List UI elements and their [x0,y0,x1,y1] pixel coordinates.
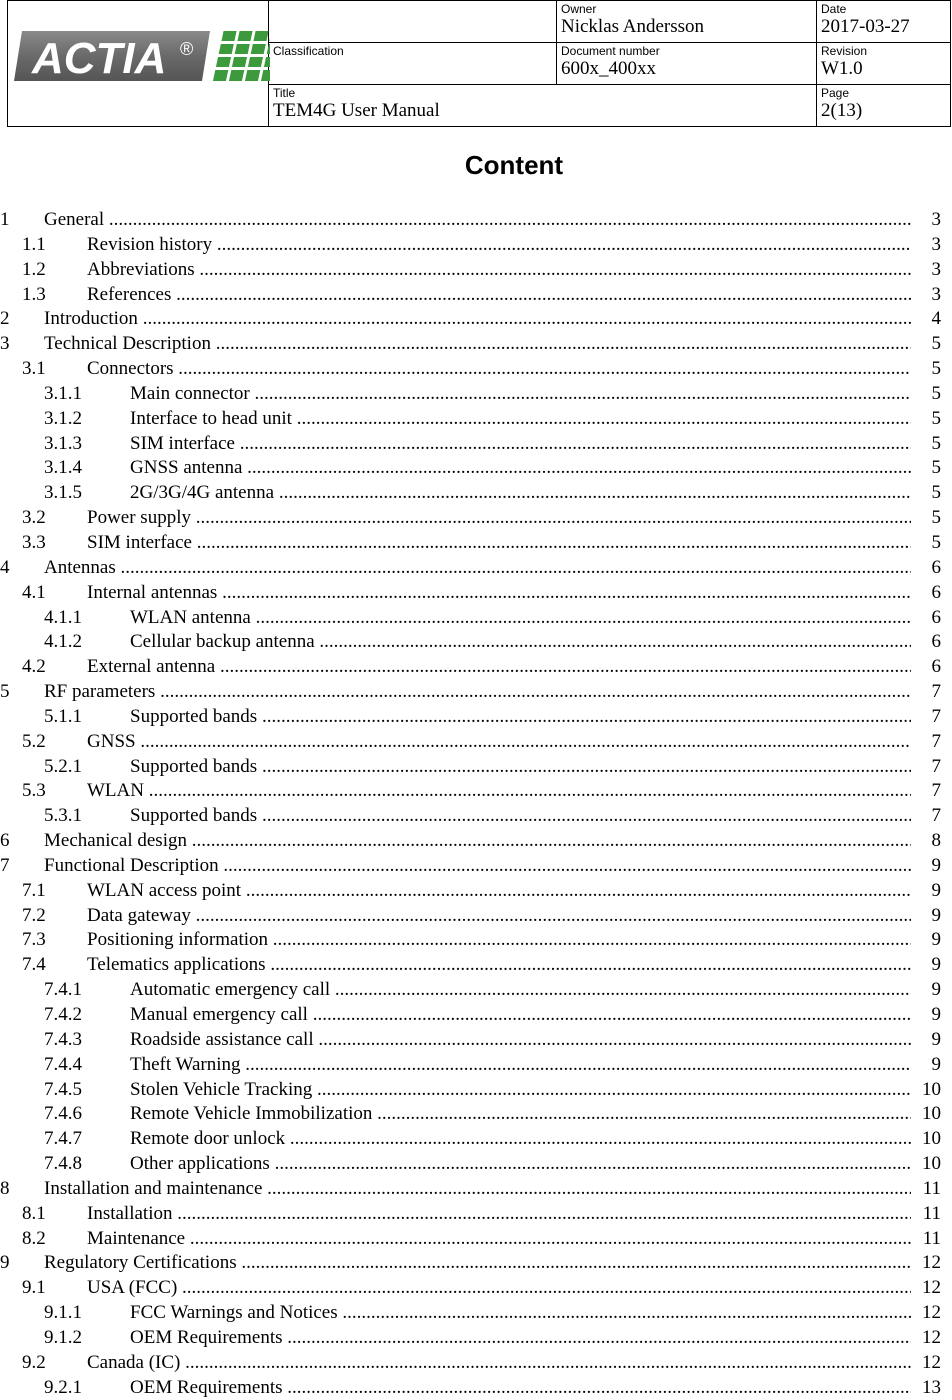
toc-entry-number: 1.2 [22,258,46,280]
toc-entry-number: 8 [0,1177,10,1199]
title-value: TEM4G User Manual [273,100,440,121]
toc-entry-title[interactable]: Roadside assistance call ..... [130,1027,911,1052]
toc-entry[interactable] [0,952,945,977]
toc-entry-page: 5 [911,381,941,406]
toc-entry-page: 6 [911,605,941,630]
toc-entry-number: 5.1.1 [44,705,82,727]
toc-entry[interactable] [0,455,945,480]
toc-entry-number: 7.4.2 [44,1004,82,1025]
toc-entry-number: 1.3 [22,283,46,305]
toc-entry-number: 3.1.5 [44,482,82,504]
toc-entry-number: 9 [0,1252,10,1274]
revision-value: W1.0 [821,58,863,79]
toc-entry-page: 4 [911,306,941,331]
toc-entry-page: 11 [911,1176,941,1201]
toc-entry-title[interactable]: Automatic emergency call ..... [130,977,911,1002]
toc-entry[interactable] [0,778,945,803]
toc-entry-title[interactable]: Revision history ..... [87,232,911,257]
toc-entry-title[interactable]: FCC Warnings and Notices ..... [130,1300,911,1325]
toc-entry[interactable] [0,1052,945,1077]
toc-entry-title[interactable]: Abbreviations ..... [87,257,911,282]
toc-entry-title[interactable]: External antenna ..... [87,654,911,679]
toc-entry-title[interactable]: RF parameters ..... [44,679,911,704]
toc-entry[interactable] [0,1201,945,1226]
toc-entry-page: 3 [911,207,941,232]
toc-entry-title[interactable]: References ..... [87,282,911,307]
logo-cell [8,1,269,127]
toc-entry-title[interactable]: Main connector ..... [130,381,911,406]
toc-entry[interactable] [0,1101,945,1126]
toc-entry[interactable] [0,431,945,456]
classification-cell [269,43,557,85]
toc-entry-page: 5 [911,406,941,431]
toc-entry-number: 9.2.1 [44,1376,82,1398]
toc-entry-title[interactable]: Remote door unlock ..... [130,1126,911,1151]
toc-entry-number: 9.1.1 [44,1302,82,1324]
toc-entry-page: 6 [911,555,941,580]
toc-entry-page: 10 [911,1101,941,1126]
toc-entry[interactable] [0,1250,945,1275]
revision-label: Revision [821,44,868,58]
toc-entry[interactable] [0,1126,945,1151]
date-label: Date [821,2,847,16]
toc-entry-title[interactable]: Internal antennas ..... [87,580,911,605]
toc-entry-number: 7.3 [22,929,46,951]
toc-entry-page: 12 [911,1250,941,1275]
document-header [7,0,951,127]
toc-entry-page: 7 [911,729,941,754]
toc-entry-number: 9.2 [22,1351,46,1373]
toc-entry-page: 12 [911,1325,941,1350]
toc-entry-page: 8 [911,828,941,853]
date-value: 2017-03-27 [821,16,910,37]
toc-entry-number: 8.2 [22,1227,46,1249]
toc-entry[interactable] [0,207,945,232]
toc-entry-page: 10 [911,1077,941,1102]
toc-entry-page: 7 [911,704,941,729]
toc-entry-page: 9 [911,952,941,977]
toc-entry-title[interactable]: Manual emergency call ..... [130,1002,911,1027]
toc-entry[interactable] [0,480,945,505]
toc-entry[interactable] [0,331,945,356]
toc-entry[interactable] [0,704,945,729]
toc-entry-number: 5.2.1 [44,755,82,777]
toc-entry-page: 5 [911,455,941,480]
toc-entry-number: 3.1.3 [44,432,82,454]
toc-entry-number: 4 [0,556,10,578]
toc-entry-number: 6 [0,830,10,852]
toc-entry[interactable] [0,282,945,307]
toc-entry-title[interactable]: Supported bands ..... [130,704,911,729]
toc-entry-number: 5.3.1 [44,805,82,827]
toc-entry-number: 3.2 [22,507,46,529]
toc-entry-number: 5.3 [22,780,46,802]
toc-entry-page: 12 [911,1275,941,1300]
toc-entry[interactable] [0,1151,945,1176]
content-heading: Content [464,150,564,180]
toc-entry-number: 1 [0,209,10,230]
toc-entry-number: 3.1.2 [44,407,82,429]
blank-cell [269,1,557,43]
toc-entry-number: 7.1 [22,879,46,901]
toc-entry-page: 11 [911,1226,941,1251]
svg-text:ACTIA: ACTIA [32,34,167,83]
toc-entry[interactable] [0,356,945,381]
toc-entry[interactable] [0,1300,945,1325]
toc-entry-number: 4.1.2 [44,631,82,653]
toc-entry[interactable] [0,1002,945,1027]
page-cell [817,85,951,127]
title-cell [269,85,817,127]
toc-entry[interactable] [0,306,945,331]
toc-entry-number: 3.1.4 [44,457,82,479]
toc-entry[interactable] [0,803,945,828]
toc-entry-title[interactable]: Regulatory Certifications ..... [44,1250,911,1275]
toc-entry-number: 7.4.1 [44,979,82,1001]
toc-entry[interactable] [0,729,945,754]
toc-entry-page: 6 [911,580,941,605]
toc-entry-page: 3 [911,282,941,307]
toc-entry-title[interactable]: Other applications ..... [130,1151,911,1176]
toc-entry[interactable] [0,903,945,928]
toc-entry-title[interactable]: Data gateway ..... [87,903,911,928]
page-label: Page [821,86,850,100]
toc-entry-number: 5 [0,681,10,703]
toc-entry-page: 9 [911,903,941,928]
toc-entry-title[interactable]: Interface to head unit ..... [130,406,911,431]
toc-entry-title[interactable]: WLAN ..... [87,778,911,803]
toc-entry-title[interactable]: GNSS antenna ..... [130,455,911,480]
toc-entry-title[interactable]: Connectors ..... [87,356,911,381]
toc-entry-title[interactable]: Functional Description ..... [44,853,911,878]
toc-entry-number: 7.4.6 [44,1103,82,1125]
toc-entry[interactable] [0,232,945,257]
toc-entry[interactable] [0,530,945,555]
toc-entry-page: 5 [911,356,941,381]
toc-entry-page: 5 [911,431,941,456]
toc-entry-number: 7 [0,854,10,876]
toc-entry-number: 9.1 [22,1277,46,1299]
toc-entry[interactable] [0,679,945,704]
toc-entry-number: 7.4.7 [44,1128,82,1150]
toc-entry-page: 12 [911,1300,941,1325]
toc-entry-title[interactable]: Cellular backup antenna ..... [130,629,911,654]
toc-entry[interactable] [0,605,945,630]
toc-entry-title[interactable]: SIM interface ..... [130,431,911,456]
toc-entry[interactable] [0,977,945,1002]
toc-entry-title[interactable]: Stolen Vehicle Tracking ..... [130,1077,911,1102]
toc-entry-page: 5 [911,530,941,555]
toc-entry[interactable] [0,580,945,605]
toc-entry-page: 6 [911,654,941,679]
docnum-label: Document number [561,44,660,58]
toc-entry-page: 6 [911,629,941,654]
toc-entry-title[interactable]: GNSS ..... [87,729,911,754]
owner-label: Owner [561,2,597,16]
toc-entry-title[interactable]: Power supply ..... [87,505,911,530]
toc-entry-number: 7.4.8 [44,1153,82,1175]
toc-entry-number: 4.1 [22,581,46,603]
owner-cell [557,1,817,43]
toc-entry-number: 4.1.1 [44,606,82,628]
toc-entry-title[interactable]: Installation and maintenance ..... [44,1176,911,1201]
toc-entry-title[interactable]: Mechanical design ..... [44,828,911,853]
toc-entry-page: 11 [911,1201,941,1226]
toc-entry-page: 3 [911,232,941,257]
toc-entry[interactable] [0,1325,945,1350]
toc-entry[interactable] [0,1275,945,1300]
toc-entry-page: 9 [911,1002,941,1027]
toc-entry-page: 5 [911,505,941,530]
toc-entry-number: 3.1 [22,358,46,380]
toc-entry[interactable] [0,1350,945,1375]
toc-entry-page: 13 [911,1375,941,1400]
toc-entry-title[interactable]: WLAN antenna ..... [130,605,911,630]
toc-entry-number: 9.1.2 [44,1326,82,1348]
toc-entry[interactable] [0,1226,945,1251]
toc-entry-number: 2 [0,308,10,330]
toc-entry-number: 7.4.4 [44,1053,82,1075]
toc-entry-title[interactable]: Installation ..... [87,1201,911,1226]
toc-entry-page: 5 [911,480,941,505]
title-label: Title [273,86,296,100]
toc-entry-page: 9 [911,927,941,952]
toc-entry-page: 10 [911,1151,941,1176]
toc-entry-number: 7.2 [22,904,46,926]
toc-entry-title[interactable]: OEM Requirements ..... [130,1375,911,1400]
toc-entry-page: 9 [911,1027,941,1052]
toc-entry-title[interactable]: Technical Description ..... [44,331,911,356]
toc-entry-title[interactable]: General ..... [44,207,911,232]
toc-entry[interactable] [0,1375,945,1400]
toc-entry-title[interactable]: 2G/3G/4G antenna ..... [130,480,911,505]
toc-entry[interactable] [0,381,945,406]
toc-entry-title[interactable]: Antennas ..... [44,555,911,580]
toc-entry-page: 9 [911,878,941,903]
toc-entry-page: 3 [911,257,941,282]
toc-entry-page: 7 [911,679,941,704]
toc-entry-title[interactable]: Positioning information ..... [87,927,911,952]
toc-entry-title[interactable]: OEM Requirements ..... [130,1325,911,1350]
owner-value: Nicklas Andersson [561,16,705,37]
toc-entry-page: 7 [911,778,941,803]
toc-entry[interactable] [0,654,945,679]
toc-entry-page: 7 [911,754,941,779]
toc-entry-number: 3 [0,333,10,355]
toc-entry[interactable] [0,853,945,878]
toc-entry-title[interactable]: Introduction ..... [44,306,911,331]
docnum-value: 600x_400xx [561,58,656,79]
toc-entry-number: 7.4 [22,954,46,976]
actia-logo [14,29,270,87]
toc-entry-page: 9 [911,853,941,878]
toc-entry-page: 9 [911,977,941,1002]
toc-entry-number: 3.3 [22,531,46,553]
toc-entry-number: 4.2 [22,656,46,678]
toc-entry-title[interactable]: USA (FCC) ..... [87,1275,911,1300]
toc-entry[interactable] [0,406,945,431]
toc-entry-title[interactable]: WLAN access point ..... [87,878,911,903]
toc-entry-title[interactable]: Supported bands ..... [130,754,911,779]
toc-entry-number: 3.1.1 [44,382,82,404]
toc-entry-page: 10 [911,1126,941,1151]
page-value: 2(13) [821,100,863,121]
toc-entry-title[interactable]: SIM interface ..... [87,530,911,555]
svg-text:®: ® [180,39,194,59]
classification-label: Classification [273,44,344,58]
toc-entry-title[interactable]: Theft Warning ..... [130,1052,911,1077]
toc-entry-page: 12 [911,1350,941,1375]
table-of-contents [0,207,945,1400]
toc-entry-page: 7 [911,803,941,828]
toc-entry[interactable] [0,1077,945,1102]
toc-entry-number: 5.2 [22,730,46,752]
toc-entry-number: 7.4.3 [44,1028,82,1050]
toc-entry-number: 7.4.5 [44,1078,82,1100]
toc-entry-title[interactable]: Telematics applications ..... [87,952,911,977]
toc-entry-number: 8.1 [22,1202,46,1224]
date-cell [817,1,951,43]
toc-entry-title[interactable]: Remote Vehicle Immobilization ..... [130,1101,911,1126]
toc-entry[interactable] [0,927,945,952]
toc-entry[interactable] [0,629,945,654]
toc-entry[interactable] [0,828,945,853]
toc-entry-page: 9 [911,1052,941,1077]
toc-entry-title[interactable]: Canada (IC) ..... [87,1350,911,1375]
toc-entry-page: 5 [911,331,941,356]
toc-entry[interactable] [0,505,945,530]
toc-entry-title[interactable]: Supported bands ..... [130,803,911,828]
toc-entry[interactable] [0,878,945,903]
toc-entry[interactable] [0,754,945,779]
toc-entry[interactable] [0,1027,945,1052]
toc-entry[interactable] [0,555,945,580]
toc-entry-number: 1.1 [22,233,46,255]
toc-entry-title[interactable]: Maintenance ..... [87,1226,911,1251]
toc-entry[interactable] [0,257,945,282]
docnum-cell [557,43,817,85]
revision-cell [817,43,951,85]
toc-entry[interactable] [0,1176,945,1201]
